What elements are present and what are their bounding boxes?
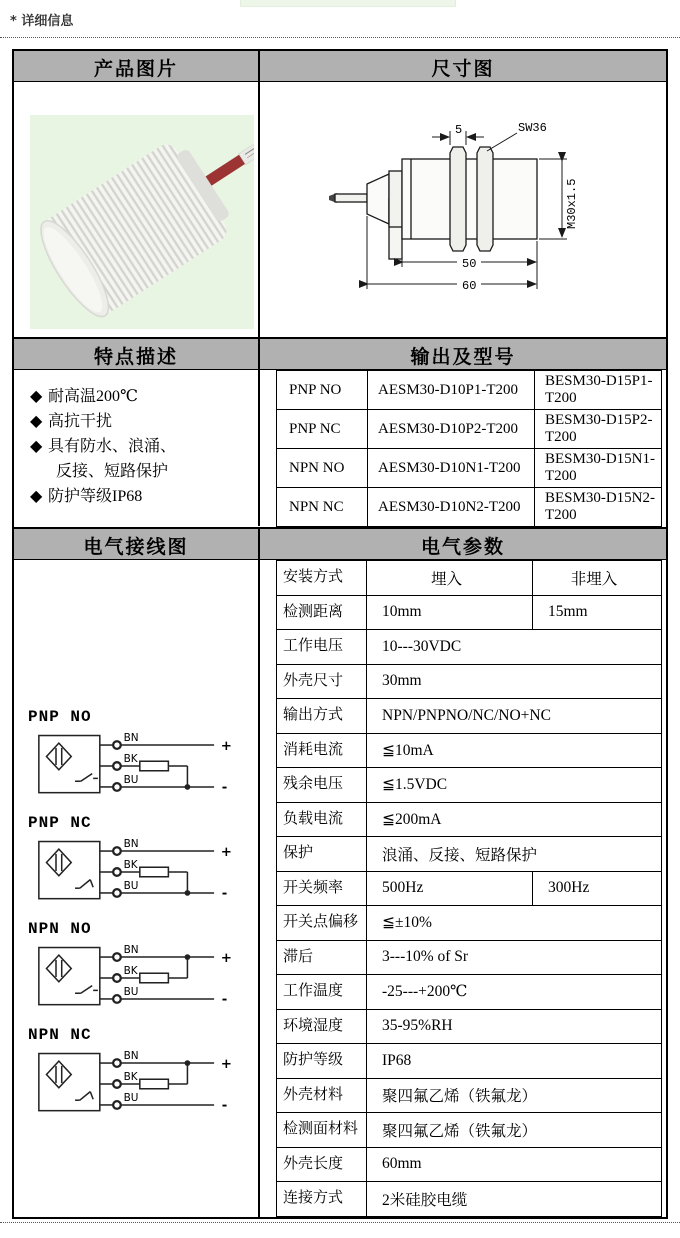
param-row <box>277 975 662 1010</box>
dimension-diagram <box>313 107 613 313</box>
param-row <box>277 733 662 768</box>
param-label: 检测距离 <box>277 595 367 630</box>
thread-label: M30x1.5 <box>565 178 579 229</box>
product-photo <box>30 115 254 329</box>
minus-sign: - <box>221 886 228 902</box>
output-type: NPN NC <box>277 488 368 527</box>
feature-item-continuation: 反接、短路保护 <box>56 463 169 480</box>
wire-bk-label: BK <box>123 965 138 978</box>
param-row <box>277 1113 662 1148</box>
minus-sign: - <box>221 1098 228 1114</box>
wiring-title: NPN NC <box>28 1026 92 1044</box>
model-row <box>277 371 662 410</box>
param-row <box>277 630 662 665</box>
param-label: 外壳材料 <box>277 1078 367 1113</box>
models-header: 输出及型号 <box>260 339 666 369</box>
wire-bu-label: BU <box>123 880 139 893</box>
diamond-bullet-icon: ◆ <box>30 388 43 405</box>
wire-bn-label: BN <box>123 1050 139 1063</box>
model-b: BESM30-D15N1-T200 <box>535 449 662 488</box>
param-value: 埋入 <box>367 561 533 596</box>
param-label: 输出方式 <box>277 699 367 734</box>
param-value: -25---+200℃ <box>367 975 662 1010</box>
model-row <box>277 410 662 449</box>
param-value: IP68 <box>367 1044 662 1079</box>
param-label: 防护等级 <box>277 1044 367 1079</box>
wire-bu-label: BU <box>123 774 139 787</box>
model-a: AESM30-D10P1-T200 <box>368 371 535 410</box>
sensor-outline <box>402 159 537 239</box>
param-row <box>277 768 662 803</box>
plus-sign: + <box>220 738 232 754</box>
wiring-diagram-npn-nc <box>28 1026 258 1129</box>
param-row <box>277 906 662 941</box>
wiring-diagrams <box>14 560 260 1217</box>
plus-sign: + <box>220 950 232 966</box>
sw36-label: SW36 <box>518 120 547 135</box>
diamond-bullet-icon: ◆ <box>30 413 43 430</box>
divider-top <box>0 37 680 38</box>
dimension-header: 尺寸图 <box>260 51 666 81</box>
model-b: BESM30-D15P1-T200 <box>535 371 662 410</box>
param-label: 工作温度 <box>277 975 367 1010</box>
param-label: 安装方式 <box>277 561 367 596</box>
model-a: AESM30-D10N2-T200 <box>368 488 535 527</box>
param-row <box>277 595 662 630</box>
feature-item: ◆ 防护等级IP68 <box>30 484 254 509</box>
wire-bu-label: BU <box>123 986 139 999</box>
params-header: 电气参数 <box>260 529 666 559</box>
param-row <box>277 1044 662 1079</box>
dim-50-label: 50 <box>462 256 477 271</box>
params-table <box>276 560 662 1217</box>
param-value: 500Hz <box>367 871 533 906</box>
param-label: 开关点偏移 <box>277 906 367 941</box>
param-value: 聚四氟乙烯（铁氟龙） <box>367 1078 662 1113</box>
images-row <box>14 82 666 337</box>
param-label: 保护 <box>277 837 367 872</box>
wiring-params-row <box>14 560 666 1217</box>
param-row <box>277 940 662 975</box>
model-row <box>277 488 662 527</box>
param-value: 35-95%RH <box>367 1009 662 1044</box>
wire-bn-label: BN <box>123 732 139 745</box>
param-row <box>277 837 662 872</box>
param-value: 非埋入 <box>533 561 662 596</box>
param-row <box>277 1147 662 1182</box>
output-type: NPN NO <box>277 449 368 488</box>
wire-bn-label: BN <box>123 838 139 851</box>
wiring-schematic <box>28 726 244 806</box>
features-header: 特点描述 <box>14 339 260 369</box>
wire-bk-label: BK <box>123 859 138 872</box>
param-row <box>277 1182 662 1217</box>
nut-1 <box>450 147 466 251</box>
model-b: BESM30-D15P2-T200 <box>535 410 662 449</box>
param-value: 10mm <box>367 595 533 630</box>
feature-item: ◆ 耐高温200℃ <box>30 384 254 409</box>
divider-bottom <box>0 1222 680 1223</box>
header-row-2 <box>14 337 666 370</box>
plus-sign: + <box>220 844 232 860</box>
wire-bk-label: BK <box>123 753 138 766</box>
wiring-title: NPN NO <box>28 920 92 938</box>
product-image-header: 产品图片 <box>14 51 260 81</box>
features-models-row <box>14 370 666 527</box>
param-value: ≦1.5VDC <box>367 768 662 803</box>
wiring-diagram-pnp-nc <box>28 814 258 917</box>
models-table <box>276 370 662 527</box>
param-value: NPN/PNPNO/NC/NO+NC <box>367 699 662 734</box>
output-type: PNP NO <box>277 371 368 410</box>
sensor-photo-drawing <box>30 115 254 329</box>
param-label: 外壳长度 <box>277 1147 367 1182</box>
product-photo-cell <box>14 82 260 337</box>
dim-5-label: 5 <box>455 122 463 137</box>
minus-sign: - <box>221 992 228 1008</box>
diamond-bullet-icon: ◆ <box>30 488 43 505</box>
param-label: 消耗电流 <box>277 733 367 768</box>
param-value: 15mm <box>533 595 662 630</box>
features-list <box>14 370 260 526</box>
output-type: PNP NC <box>277 410 368 449</box>
param-value: 10---30VDC <box>367 630 662 665</box>
model-row <box>277 449 662 488</box>
diamond-bullet-icon: ◆ <box>30 438 43 455</box>
plus-sign: + <box>220 1056 232 1072</box>
wiring-diagram-pnp-no <box>28 708 258 811</box>
model-b: BESM30-D15N2-T200 <box>535 488 662 527</box>
param-label: 开关频率 <box>277 871 367 906</box>
params-table-cell <box>260 560 666 1217</box>
param-row <box>277 1078 662 1113</box>
param-label: 负载电流 <box>277 802 367 837</box>
param-label: 残余电压 <box>277 768 367 803</box>
wiring-header: 电气接线图 <box>14 529 260 559</box>
header-row-3 <box>14 527 666 560</box>
wiring-schematic <box>28 1044 244 1124</box>
param-value: 60mm <box>367 1147 662 1182</box>
wiring-schematic <box>28 938 244 1018</box>
param-label: 检测面材料 <box>277 1113 367 1148</box>
param-label: 环境湿度 <box>277 1009 367 1044</box>
minus-sign: - <box>221 780 228 796</box>
wire-bn-label: BN <box>123 944 139 957</box>
wiring-schematic <box>28 832 244 912</box>
param-value: ≦±10% <box>367 906 662 941</box>
param-label: 工作电压 <box>277 630 367 665</box>
model-a: AESM30-D10N1-T200 <box>368 449 535 488</box>
model-a: AESM30-D10P2-T200 <box>368 410 535 449</box>
wiring-title: PNP NO <box>28 708 92 726</box>
wire-bk-label: BK <box>123 1071 138 1084</box>
spec-table <box>12 49 668 1219</box>
feature-item: ◆ 高抗干扰 <box>30 409 254 434</box>
param-label: 连接方式 <box>277 1182 367 1217</box>
param-row <box>277 699 662 734</box>
dimension-diagram-cell <box>260 82 666 337</box>
param-value: ≦200mA <box>367 802 662 837</box>
param-value: 浪涌、反接、短路保护 <box>367 837 662 872</box>
param-value: 30mm <box>367 664 662 699</box>
param-value: 3---10% of Sr <box>367 940 662 975</box>
sensor-body <box>38 140 232 320</box>
param-value: 300Hz <box>533 871 662 906</box>
wiring-diagram-npn-no <box>28 920 258 1023</box>
dim-60-label: 60 <box>462 278 477 293</box>
wiring-title: PNP NC <box>28 814 92 832</box>
param-value: 2米硅胶电缆 <box>367 1182 662 1217</box>
wire-bu-label: BU <box>123 1092 139 1105</box>
param-value: ≦10mA <box>367 733 662 768</box>
param-value: 聚四氟乙烯（铁氟龙） <box>367 1113 662 1148</box>
nose-cone <box>367 174 389 224</box>
param-row <box>277 1009 662 1044</box>
param-label: 外壳尺寸 <box>277 664 367 699</box>
param-row <box>277 561 662 596</box>
param-label: 滞后 <box>277 940 367 975</box>
param-row <box>277 871 662 906</box>
nut-2 <box>477 147 493 251</box>
header-row-1 <box>14 51 666 82</box>
feature-item: ◆ 具有防水、浪涌、 <box>30 434 254 459</box>
page-title: * 详细信息 <box>10 14 74 29</box>
models-table-cell <box>260 370 666 527</box>
top-green-strip <box>240 0 456 7</box>
param-row <box>277 664 662 699</box>
param-row <box>277 802 662 837</box>
